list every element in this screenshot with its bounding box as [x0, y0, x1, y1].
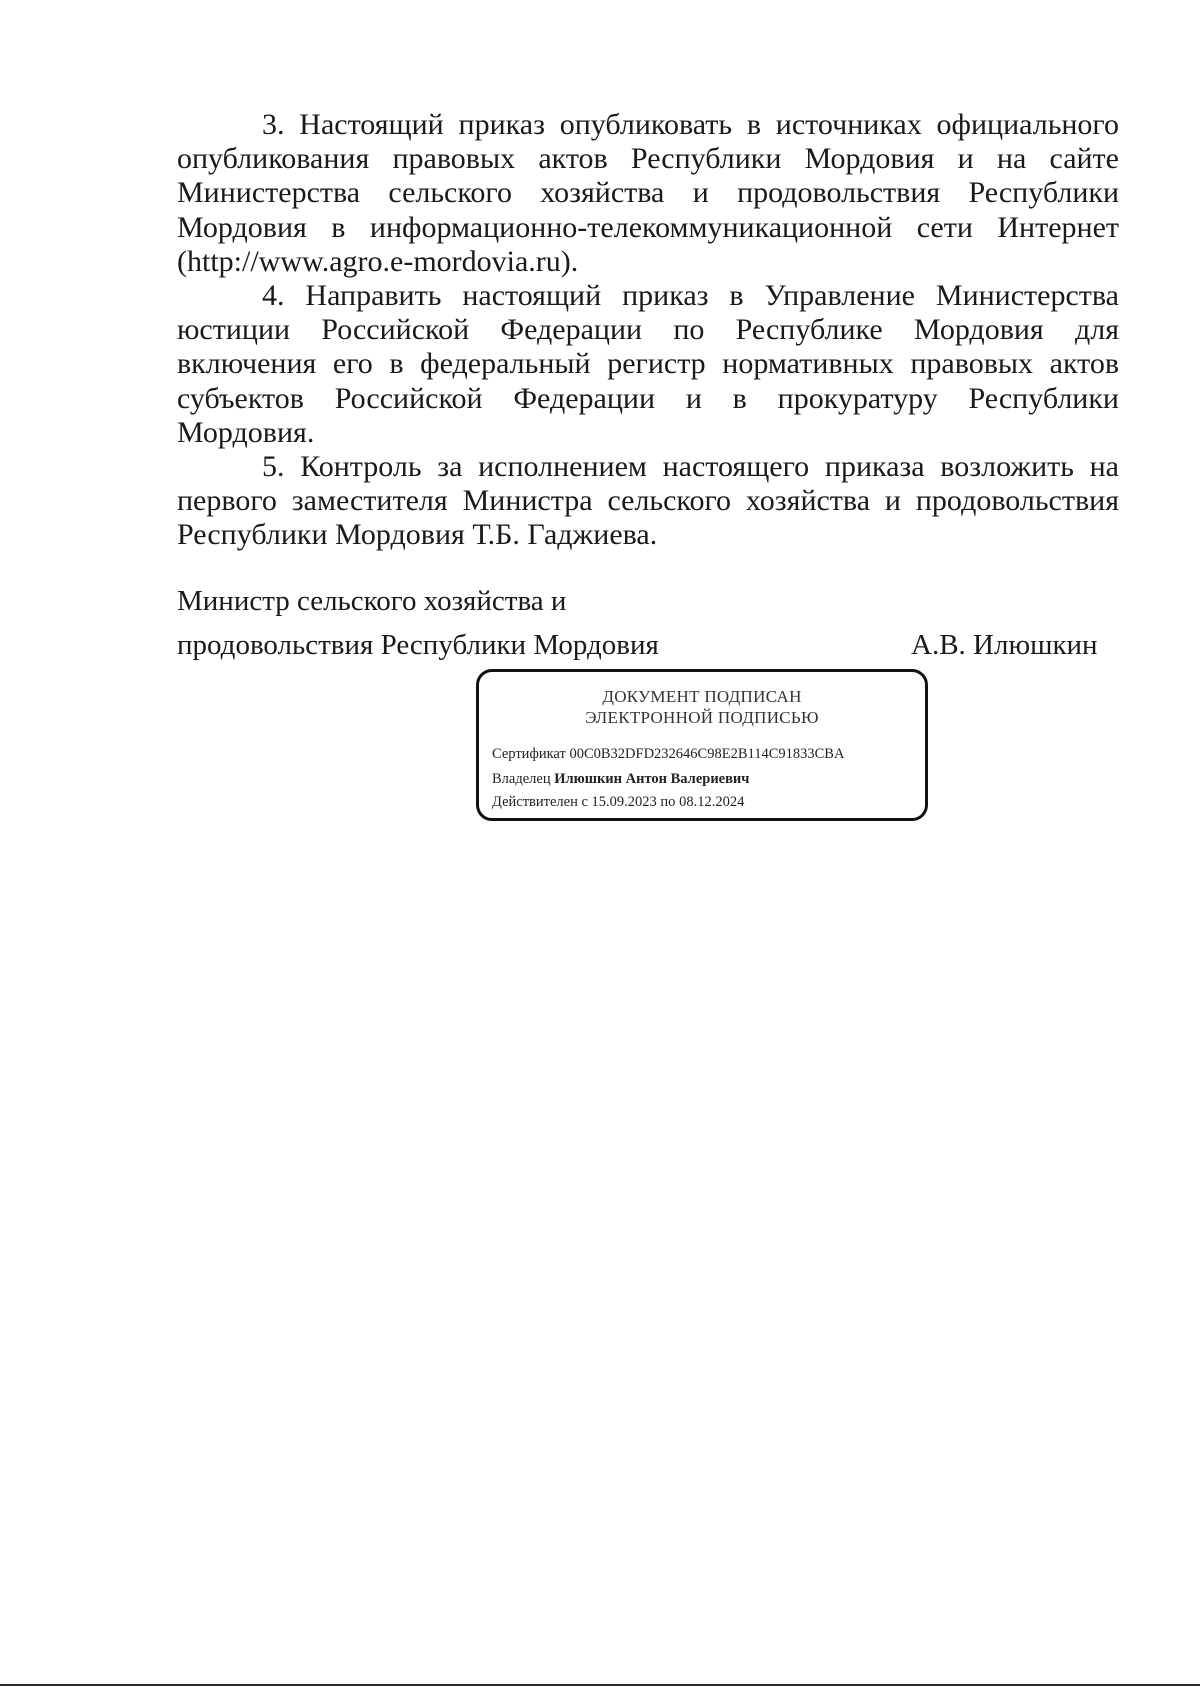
stamp-heading-line2: ЭЛЕКТРОННОЙ ПОДПИСЬЮ	[585, 708, 819, 727]
stamp-heading-line1: ДОКУМЕНТ ПОДПИСАН	[602, 687, 802, 706]
paragraph-item-3: 3. Настоящий приказ опубликовать в источниках официального опубликования правовых актов Республики Мордовия и на сайте Министерства сельского хозяйства и продовольствия Республики Мордовия в информационно-телекоммуникационной сети Интернет (http://www.agro.e-mordovia.ru).	[177, 108, 1119, 278]
owner-label: Владелец	[492, 771, 551, 787]
valid-from-prefix: с	[581, 794, 588, 810]
valid-label: Действителен	[492, 794, 578, 810]
certificate-value: 00C0B32DFD232646C98E2B114C91833CBA	[569, 746, 845, 762]
paragraph-item-5: 5. Контроль за исполнением настоящего приказа возложить на первого заместителя Министра сельского хозяйства и продовольствия Республики Мордовия Т.Б. Гаджиева.	[177, 450, 1119, 552]
stamp-owner	[492, 770, 749, 788]
valid-to: 08.12.2024	[679, 794, 745, 810]
owner-value: Илюшкин Антон Валериевич	[554, 771, 750, 787]
certificate-label: Сертификат	[492, 746, 566, 762]
signatory-title-line1: Министр сельского хозяйства и	[177, 585, 567, 617]
signatory-name: А.В. Илюшкин	[911, 629, 1098, 661]
signatory-title	[177, 579, 659, 667]
order-body	[177, 108, 1119, 553]
paragraph-item-4: 4. Направить настоящий приказ в Управление Министерства юстиции Российской Федерации по Республике Мордовия для включения его в федеральный регистр нормативных правовых актов субъектов Российской Федерации и в прокуратуру Республики Мордовия.	[177, 279, 1119, 449]
stamp-certificate	[492, 745, 844, 763]
electronic-signature-stamp	[476, 669, 928, 821]
signatory-title-line2: продовольствия Республики Мордовия	[177, 629, 659, 661]
stamp-validity	[492, 793, 744, 811]
scan-bottom-edge	[0, 1684, 1200, 1686]
valid-to-prefix: по	[660, 794, 676, 810]
valid-from: 15.09.2023	[591, 794, 657, 810]
